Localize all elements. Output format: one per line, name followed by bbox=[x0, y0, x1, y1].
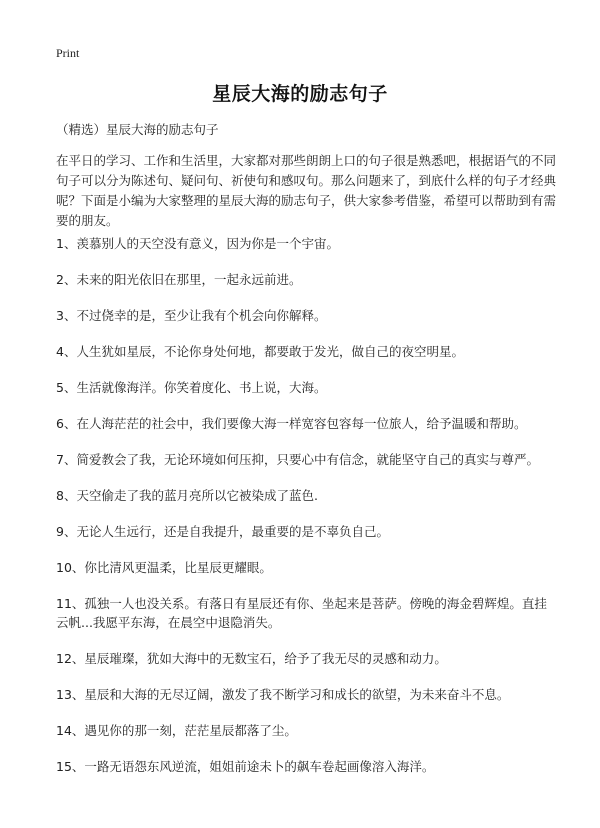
list-item: 11、孤独一人也没关系。有落日有星辰还有你、坐起来是菩萨。傍晚的海金碧辉煌。直挂云帆...我愿平东海，在晨空中退隐消失。 bbox=[56, 596, 547, 630]
list-item: 13、星辰和大海的无尽辽阔，激发了我不断学习和成长的欲望，为未来奋斗不息。 bbox=[56, 687, 510, 702]
list-item: 1、羡慕别人的天空没有意义，因为你是一个宇宙。 bbox=[56, 236, 339, 251]
quote-list bbox=[56, 234, 556, 776]
list-item: 8、天空偷走了我的蓝月亮所以它被染成了蓝色. bbox=[56, 488, 318, 503]
list-item: 10、你比清风更温柔，比星辰更耀眼。 bbox=[56, 560, 272, 575]
print-label[interactable]: Print bbox=[56, 46, 80, 60]
list-item: 3、不过侥幸的是，至少让我有个机会向你解释。 bbox=[56, 308, 327, 323]
subtitle: （精选）星辰大海的励志句子 bbox=[56, 122, 219, 137]
list-item: 6、在人海茫茫的社会中，我们要像大海一样宽容包容每一位旅人，给予温暖和帮助。 bbox=[56, 416, 527, 431]
list-item: 15、一路无语怨东风逆流，姐姐前途未卜的飙车卷起画像溶入海洋。 bbox=[56, 759, 435, 774]
list-item: 12、星辰璀璨，犹如大海中的无数宝石，给予了我无尽的灵感和动力。 bbox=[56, 651, 447, 666]
intro-paragraph: 在平日的学习、工作和生活里，大家都对那些朗朗上口的句子很是熟悉吧，根据语气的不同句子可以分为陈述句、疑问句、祈使句和感叹句。那么问题来了，到底什么样的句子才经典呢？下面是小编为大家整理的星辰大海的励志句子，供大家参考借鉴，希望可以帮助到有需要的朋友。 bbox=[56, 153, 557, 228]
list-item: 2、未来的阳光依旧在那里，一起永远前进。 bbox=[56, 272, 302, 287]
list-item: 9、无论人生远行，还是自我提升，最重要的是不辜负自己。 bbox=[56, 524, 389, 539]
list-item: 7、简爱教会了我，无论环境如何压抑，只要心中有信念，就能坚守自己的真实与尊严。 bbox=[56, 452, 539, 467]
page-title: 星辰大海的励志句子 bbox=[212, 83, 388, 105]
list-item: 4、人生犹如星辰，不论你身处何地，都要敢于发光，做自己的夜空明星。 bbox=[56, 344, 464, 359]
list-item: 5、生活就像海洋。你笑着度化、书上说，大海。 bbox=[56, 380, 327, 395]
list-item: 14、遇见你的那一刻，茫茫星辰都落了尘。 bbox=[56, 723, 297, 738]
